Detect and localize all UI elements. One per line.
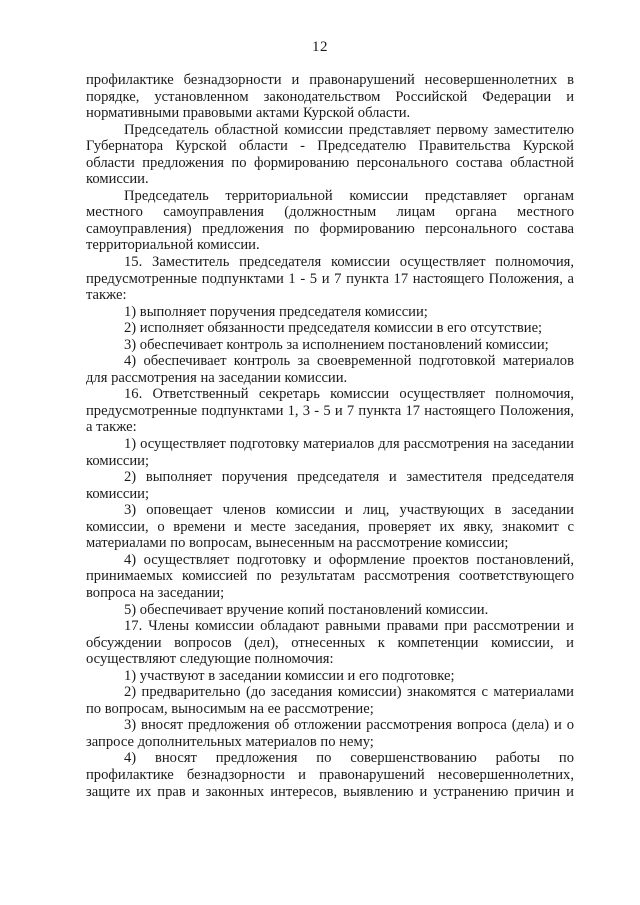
list-item: 3) обеспечивает контроль за исполнением постановлений комиссии;	[124, 336, 549, 353]
list-item: 4) вносят предложения по совершенствованию работы по профилактике безнадзорности и правонарушений несовершеннолетних, защите их прав и законных интересов, выявлению и устранению причин и	[86, 750, 574, 800]
list-item: 5) обеспечивает вручение копий постановлений комиссии.	[124, 601, 489, 618]
paragraph: профилактике безнадзорности и правонарушений несовершеннолетних в порядке, установленном законодательством Российской Федерации и нормативными правовыми актами Курской области.	[86, 72, 574, 122]
paragraph: Председатель областной комиссии представляет первому заместителю Губернатора Курской области - Председателю Правительства Курской области предложения по формированию персонального состава областной комиссии.	[86, 121, 574, 188]
paragraph: 16. Ответственный секретарь комиссии осуществляет полномочия, предусмотренные подпунктами 1, 3 - 5 и 7 пункта 17 настоящего Положения, а также:	[86, 386, 574, 436]
document-body	[86, 72, 574, 800]
list-item: 2) исполняет обязанности председателя комиссии в его отсутствие;	[124, 320, 543, 337]
list-item: 3) оповещает членов комиссии и лиц, участвующих в заседании комиссии, о времени и месте заседания, проверяет их явку, знакомит с материалами по вопросам, вынесенным на рассмотрение комиссии;	[86, 502, 574, 552]
paragraph: 17. Члены комиссии обладают равными правами при рассмотрении и обсуждении вопросов (дел), отнесенных к компетенции комиссии, и осуществляют следующие полномочия:	[86, 618, 574, 668]
list-item: 1) выполняет поручения председателя комиссии;	[124, 303, 428, 320]
list-item: 1) участвуют в заседании комиссии и его подготовке;	[124, 667, 455, 684]
page-number: 12	[312, 39, 328, 55]
list-item: 3) вносят предложения об отложении рассмотрения вопроса (дела) и о запросе дополнительных материалов по нему;	[86, 717, 574, 750]
paragraph: Председатель территориальной комиссии представляет органам местного самоуправления (должностным лицам органа местного самоуправления) предложения по формированию персонального состава территориальной комиссии.	[86, 187, 574, 254]
list-item: 4) осуществляет подготовку и оформление проектов постановлений, принимаемых комиссией по результатам рассмотрения соответствующего вопроса на заседании;	[86, 551, 574, 601]
list-item: 2) выполняет поручения председателя и заместителя председателя комиссии;	[86, 469, 574, 502]
list-item: 1) осуществляет подготовку материалов для рассмотрения на заседании комиссии;	[86, 436, 574, 469]
paragraph: 15. Заместитель председателя комиссии осуществляет полномочия, предусмотренные подпунктами 1 - 5 и 7 пункта 17 настоящего Положения, а также:	[86, 254, 574, 304]
list-item: 2) предварительно (до заседания комиссии) знакомятся с материалами по вопросам, выносимым на ее рассмотрение;	[86, 684, 574, 717]
list-item: 4) обеспечивает контроль за своевременной подготовкой материалов для рассмотрения на заседании комиссии.	[86, 353, 574, 386]
